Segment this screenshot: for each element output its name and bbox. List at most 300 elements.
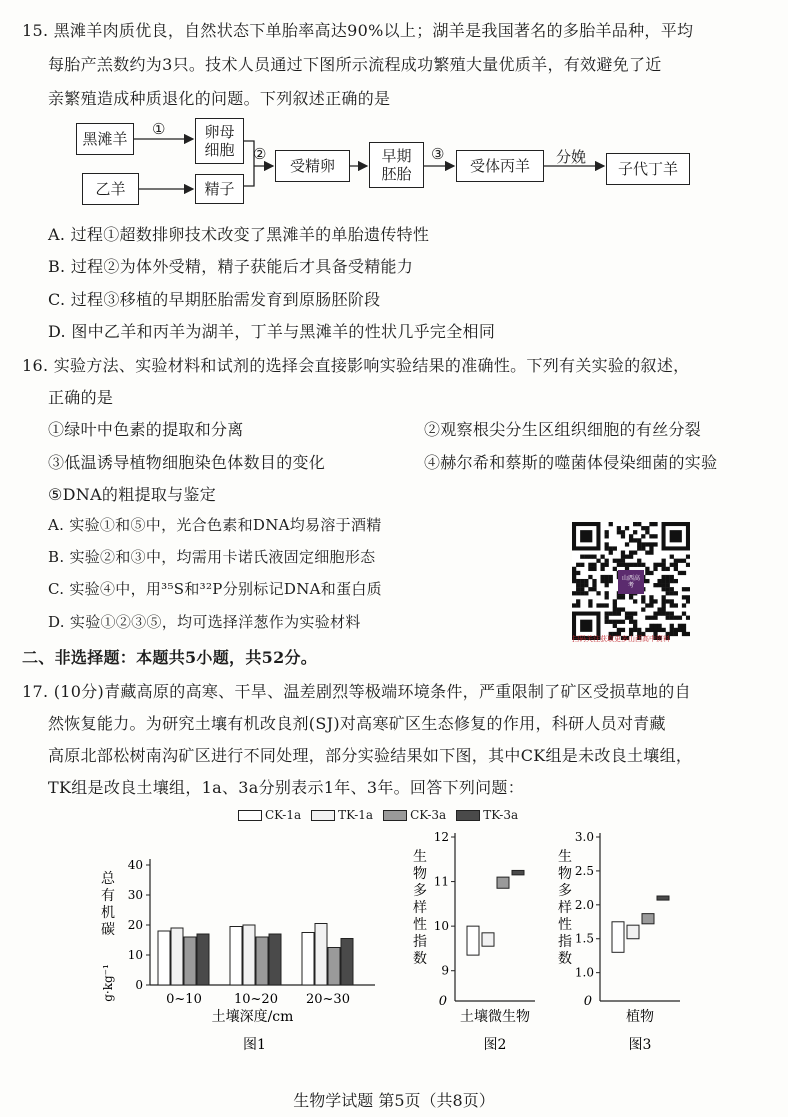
qr-module [605, 575, 609, 579]
qr-module [653, 583, 657, 587]
qr-module [609, 522, 613, 526]
qr-module [605, 583, 609, 587]
fig3-ylabel-char: 物 [558, 866, 572, 882]
fig3-title: 图3 [628, 1037, 652, 1053]
qr-module [592, 583, 596, 587]
qr-module [621, 555, 625, 559]
flow-box-zidai: 子代丁羊 [606, 153, 690, 185]
qr-module [600, 563, 604, 567]
flow-box-luanmu: 卵母细胞 [195, 118, 244, 164]
qr-module [670, 555, 674, 559]
fig2-origin-label: 0 [438, 994, 447, 1009]
qr-module [629, 555, 633, 559]
qr-module [617, 563, 621, 567]
qr-module [645, 616, 649, 620]
qr-module [592, 563, 596, 567]
fig3-y-tick-label: 2.5 [574, 863, 594, 878]
legend-label-ck1a: CK-1a [265, 808, 302, 822]
qr-module [641, 534, 645, 538]
qr-module [682, 624, 686, 628]
fig3-origin-label: 0 [583, 994, 592, 1009]
qr-module [666, 616, 670, 620]
fig1-category-label: 0~10 [166, 992, 202, 1007]
qr-module [657, 624, 661, 628]
qr-module [649, 542, 653, 546]
fig1-category-label: 10~20 [234, 992, 278, 1007]
qr-module [572, 571, 576, 575]
qr-module [662, 595, 666, 599]
qr-module [666, 567, 670, 571]
flow-label-fenmian: 分娩 [556, 148, 587, 166]
qr-module [645, 567, 649, 571]
qr-module [645, 526, 649, 530]
fig3-y-tick-label: 2.0 [574, 897, 594, 912]
fig1-bar-tk-3a [341, 939, 353, 986]
qr-module [641, 546, 645, 550]
fig1-bar-ck-3a [256, 937, 268, 985]
qr-module [629, 616, 633, 620]
qr-module [576, 591, 580, 595]
legend-label-tk3a: TK-3a [483, 808, 519, 822]
qr-module [637, 559, 641, 563]
qr-module [584, 591, 588, 595]
qr-module [621, 563, 625, 567]
qr-module [596, 559, 600, 563]
fig2-y-tick-label: 11 [433, 874, 449, 889]
qr-module [653, 624, 657, 628]
qr-module [649, 571, 653, 575]
fig2-title: 图2 [483, 1037, 507, 1053]
qr-module [572, 579, 576, 583]
q17-line-2: 然恢复能力。为研究土壤有机改良剂(SJ)对高寒矿区生态修复的作用，科研人员对青藏 [48, 714, 666, 733]
q16-item-3: ③低温诱导植物细胞染色体数目的变化 [48, 453, 326, 472]
qr-module [633, 550, 637, 554]
qr-module [653, 628, 657, 632]
qr-module [666, 591, 670, 595]
qr-module [633, 563, 637, 567]
qr-module [613, 546, 617, 550]
qr-module [613, 620, 617, 624]
qr-module [600, 575, 604, 579]
fig3-bar-ck-1a [612, 922, 624, 953]
qr-module [686, 563, 690, 567]
q16-option-b: B. 实验②和③中，均需用卡诺氏液固定细胞形态 [48, 548, 376, 566]
qr-module [678, 616, 682, 620]
fig3-y-tick-label: 3.0 [574, 830, 594, 844]
qr-module [633, 624, 637, 628]
fig2-ylabel-char: 性 [413, 917, 427, 933]
qr-module [670, 628, 674, 632]
qr-module [613, 599, 617, 603]
qr-module [572, 603, 576, 607]
qr-module [588, 599, 592, 603]
qr-module [662, 603, 666, 607]
fig2-y-tick-label: 9 [441, 963, 449, 978]
fig3-y-tick-label: 1.5 [574, 931, 594, 946]
fig3-ylabel-char: 生 [558, 849, 572, 865]
q16-line-2: 正确的是 [48, 388, 114, 407]
qr-module [600, 603, 604, 607]
qr-module [633, 530, 637, 534]
qr-module [682, 559, 686, 563]
qr-module [686, 616, 690, 620]
qr-module [617, 628, 621, 632]
qr-module [657, 563, 661, 567]
qr-module [633, 599, 637, 603]
qr-module [670, 591, 674, 595]
qr-module [588, 563, 592, 567]
qr-module [686, 555, 690, 559]
qr-module [621, 530, 625, 534]
q16-option-c: C. 实验④中，用³⁵S和³²P分别标记DNA和蛋白质 [48, 580, 382, 598]
flow-box-yi: 乙羊 [82, 173, 139, 205]
qr-module [580, 563, 584, 567]
qr-module [609, 550, 613, 554]
fig1-y-tick-label: 40 [127, 858, 143, 872]
qr-module [657, 579, 661, 583]
flow-box-shouti: 受体丙羊 [456, 150, 544, 182]
qr-module [670, 579, 674, 583]
qr-module [670, 575, 674, 579]
fig3-bar-tk-1a [627, 925, 639, 939]
legend-tk1a [311, 808, 373, 822]
legend-swatch-tk3a [456, 810, 480, 821]
qr-module [609, 546, 613, 550]
qr-module [633, 628, 637, 632]
qr-module [657, 612, 661, 616]
qr-module [605, 559, 609, 563]
qr-module [645, 628, 649, 632]
qr-module [580, 591, 584, 595]
qr-module [572, 591, 576, 595]
qr-module [629, 550, 633, 554]
qr-module [674, 563, 678, 567]
qr-module [625, 563, 629, 567]
fig1-bar-ck-1a [230, 927, 242, 986]
qr-module [641, 607, 645, 611]
qr-module [629, 595, 633, 599]
qr-module [637, 628, 641, 632]
qr-module [609, 620, 613, 624]
qr-module [605, 579, 609, 583]
qr-module [670, 632, 674, 636]
qr-module [613, 603, 617, 607]
qr-module [580, 583, 584, 587]
qr-module [657, 583, 661, 587]
q16-option-d: D. 实验①②③⑤，均可选择洋葱作为实验材料 [48, 613, 361, 631]
qr-module [576, 599, 580, 603]
qr-module [580, 555, 584, 559]
q16-item-5: ⑤DNA的粗提取与鉴定 [48, 485, 217, 504]
qr-module [662, 583, 666, 587]
qr-module [682, 603, 686, 607]
qr-module [682, 632, 686, 636]
fig3-ylabel-char: 数 [558, 951, 572, 967]
fig3-ylabel-char: 性 [558, 917, 572, 933]
qr-module [662, 628, 666, 632]
fig1-bar-tk-3a [197, 934, 209, 985]
qr-module [600, 579, 604, 583]
qr-module [666, 575, 670, 579]
fig3-ylabel-char: 多 [558, 883, 572, 899]
qr-module [613, 607, 617, 611]
qr-module [674, 632, 678, 636]
fig1-bar-tk-3a [269, 934, 281, 985]
fig1-bar-ck-3a [328, 948, 340, 986]
qr-module [657, 628, 661, 632]
qr-module [605, 530, 609, 534]
qr-module [625, 555, 629, 559]
fig3-bar-tk-3a [657, 896, 669, 900]
legend-swatch-tk1a [311, 810, 335, 821]
qr-module [637, 538, 641, 542]
qr-module [674, 591, 678, 595]
fig3-ylabel-char: 指 [558, 934, 572, 950]
qr-module [633, 612, 637, 616]
flow-step-3: ③ [431, 145, 445, 163]
qr-module [645, 542, 649, 546]
qr-module [645, 550, 649, 554]
qr-module [686, 599, 690, 603]
flow-step-2: ② [253, 145, 267, 163]
qr-module [678, 624, 682, 628]
fig2-ylabel-char: 数 [413, 951, 427, 967]
fig2-ylabel-char: 多 [413, 883, 427, 899]
qr-module [662, 579, 666, 583]
q15-option-d: D. 图中乙羊和丙羊为湖羊，丁羊与黑滩羊的性状几乎完全相同 [48, 322, 496, 341]
fig1-bar-tk-1a [243, 925, 255, 985]
qr-module [674, 559, 678, 563]
charts-area [0, 825, 788, 1065]
qr-module [670, 612, 674, 616]
fig1-xlabel: 土壤深度/cm [211, 1009, 294, 1025]
legend-ck3a [383, 808, 446, 822]
qr-module [592, 555, 596, 559]
fig2-ylabel-char: 物 [413, 866, 427, 882]
qr-module [682, 628, 686, 632]
qr-module [678, 628, 682, 632]
flow-box-zaoqi: 早期胚胎 [369, 142, 424, 188]
section-2-heading: 二、非选择题：本题共5小题，共52分。 [22, 648, 318, 667]
fig1-bar-tk-1a [171, 928, 183, 985]
qr-module [637, 546, 641, 550]
fig1-bar-ck-3a [184, 937, 196, 985]
fig2-y-tick-label: 12 [433, 830, 449, 844]
qr-module [662, 567, 666, 571]
qr-module [653, 534, 657, 538]
qr-module [629, 563, 633, 567]
qr-module [576, 583, 580, 587]
qr-module [629, 612, 633, 616]
fig3-category-label: 植物 [626, 1009, 654, 1025]
fig1-ylabel-char: 总 [101, 871, 115, 887]
q15-line-3: 亲繁殖造成种质退化的问题。下列叙述正确的是 [48, 89, 391, 108]
qr-module [605, 534, 609, 538]
qr-module [576, 587, 580, 591]
qr-module [605, 595, 609, 599]
qr-module [666, 579, 670, 583]
qr-module [613, 612, 617, 616]
fig1-bar-tk-1a [315, 924, 327, 986]
fig2-ylabel-char: 生 [413, 849, 427, 865]
qr-module [653, 563, 657, 567]
q16-item-2: ②观察根尖分生区组织细胞的有丝分裂 [424, 420, 702, 439]
qr-module [641, 595, 645, 599]
qr-module [625, 526, 629, 530]
qr-module [653, 616, 657, 620]
qr-module [617, 620, 621, 624]
qr-module [641, 563, 645, 567]
qr-module [649, 616, 653, 620]
chart-legend [238, 808, 518, 822]
qr-module [662, 599, 666, 603]
qr-module [674, 603, 678, 607]
qr-module [621, 620, 625, 624]
qr-module [666, 599, 670, 603]
fig1-ylabel-char: 机 [101, 905, 115, 921]
qr-module [686, 595, 690, 599]
qr-module [621, 534, 625, 538]
qr-module [588, 603, 592, 607]
fig1-ylabel-unit: g·kg⁻¹ [101, 964, 115, 1002]
qr-module [617, 559, 621, 563]
fig2-category-label: 土壤微生物 [460, 1009, 530, 1025]
qr-module [670, 603, 674, 607]
flow-box-jingzi: 精子 [195, 174, 244, 204]
qr-module [686, 587, 690, 591]
qr-module [592, 579, 596, 583]
qr-module [649, 546, 653, 550]
qr-module [596, 591, 600, 595]
legend-swatch-ck3a [383, 810, 407, 821]
qr-module [686, 632, 690, 636]
qr-module [629, 620, 633, 624]
qr-module [653, 599, 657, 603]
fig1-ylabel-char: 碳 [101, 922, 115, 938]
qr-module [613, 624, 617, 628]
qr-module [662, 587, 666, 591]
qr-module [625, 612, 629, 616]
legend-swatch-ck1a [238, 810, 262, 821]
q17-line-3: 高原北部松树南沟矿区进行不同处理，部分实验结果如下图，其中CK组是未改良土壤组， [48, 746, 693, 765]
qr-finder-core [580, 620, 592, 632]
qr-module [653, 612, 657, 616]
q15-option-b: B. 过程②为体外受精，精子获能后才具备受精能力 [48, 257, 414, 276]
q16-item-4: ④赫尔希和蔡斯的噬菌体侵染细菌的实验 [424, 453, 718, 472]
qr-module [621, 628, 625, 632]
qr-module [674, 628, 678, 632]
qr-module [584, 555, 588, 559]
qr-module [678, 559, 682, 563]
qr-module [653, 542, 657, 546]
qr-module [600, 567, 604, 571]
qr-module [588, 575, 592, 579]
qr-module [613, 567, 617, 571]
qr-module [633, 538, 637, 542]
fig2-bar-tk-3a [512, 870, 524, 874]
qr-module [649, 603, 653, 607]
qr-module [641, 542, 645, 546]
qr-module [605, 542, 609, 546]
page-footer: 生物学试题 第5页（共8页） [293, 1091, 495, 1110]
qr-module [572, 575, 576, 579]
qr-module [625, 616, 629, 620]
qr-module [584, 583, 588, 587]
qr-center-logo: 山西高考 [618, 570, 644, 594]
fig1-bar-ck-1a [158, 931, 170, 985]
fig1-title: 图1 [243, 1037, 266, 1053]
legend-label-ck3a: CK-3a [410, 808, 447, 822]
q17-line-1: 17. (10分)青藏高原的高寒、干旱、温差剧烈等极端环境条件，严重限制了矿区受损草地的自 [22, 682, 691, 701]
qr-module [682, 571, 686, 575]
qr-module [653, 522, 657, 526]
qr-module [592, 567, 596, 571]
qr-module [576, 571, 580, 575]
qr-module [576, 579, 580, 583]
qr-module [617, 526, 621, 530]
qr-module [633, 620, 637, 624]
qr-finder-core [670, 530, 682, 542]
qr-module [645, 579, 649, 583]
qr-module [670, 587, 674, 591]
qr-module [662, 575, 666, 579]
q16-line-1: 16. 实验方法、实验材料和试剂的选择会直接影响实验结果的准确性。下列有关实验的叙述， [22, 356, 690, 375]
flow-box-heitan: 黑滩羊 [76, 123, 134, 155]
qr-module [617, 612, 621, 616]
qr-module [580, 579, 584, 583]
qr-module [625, 542, 629, 546]
qr-module [649, 550, 653, 554]
qr-module [649, 595, 653, 599]
legend-label-tk1a: TK-1a [338, 808, 374, 822]
fig3-ylabel-char: 样 [558, 900, 572, 916]
qr-module [666, 583, 670, 587]
qr-module [584, 579, 588, 583]
qr-module [637, 522, 641, 526]
qr-module [653, 567, 657, 571]
qr-module [605, 603, 609, 607]
qr-module [670, 563, 674, 567]
fig2-bar-ck-3a [497, 877, 509, 888]
legend-ck1a [238, 808, 301, 822]
qr-module [605, 591, 609, 595]
qr-module [629, 538, 633, 542]
q15-option-c: C. 过程③移植的早期胚胎需发育到原肠胚阶段 [48, 290, 381, 309]
qr-module [682, 595, 686, 599]
fig3-bar-ck-3a [642, 914, 654, 924]
fig1-y-tick-label: 30 [127, 888, 143, 902]
qr-module [609, 579, 613, 583]
qr-module [605, 612, 609, 616]
qr-module [617, 530, 621, 534]
qr-module [682, 587, 686, 591]
qr-module [621, 559, 625, 563]
qr-module [641, 526, 645, 530]
qr-module [576, 563, 580, 567]
fig1-bar-ck-1a [302, 933, 314, 986]
fig2-ylabel-char: 指 [413, 934, 427, 950]
qr-module [649, 599, 653, 603]
qr-module [674, 579, 678, 583]
qr-module [662, 607, 666, 611]
qr-module [649, 624, 653, 628]
flow-box-shoujing: 受精卵 [275, 150, 350, 182]
qr-module [596, 603, 600, 607]
qr-module [609, 575, 613, 579]
q15-line-2: 每胎产羔数约为3只。技术人员通过下图所示流程成功繁殖大量优质羊，有效避免了近 [48, 55, 662, 74]
qr-finder-core [580, 530, 592, 542]
fig2-bar-tk-1a [482, 933, 494, 946]
